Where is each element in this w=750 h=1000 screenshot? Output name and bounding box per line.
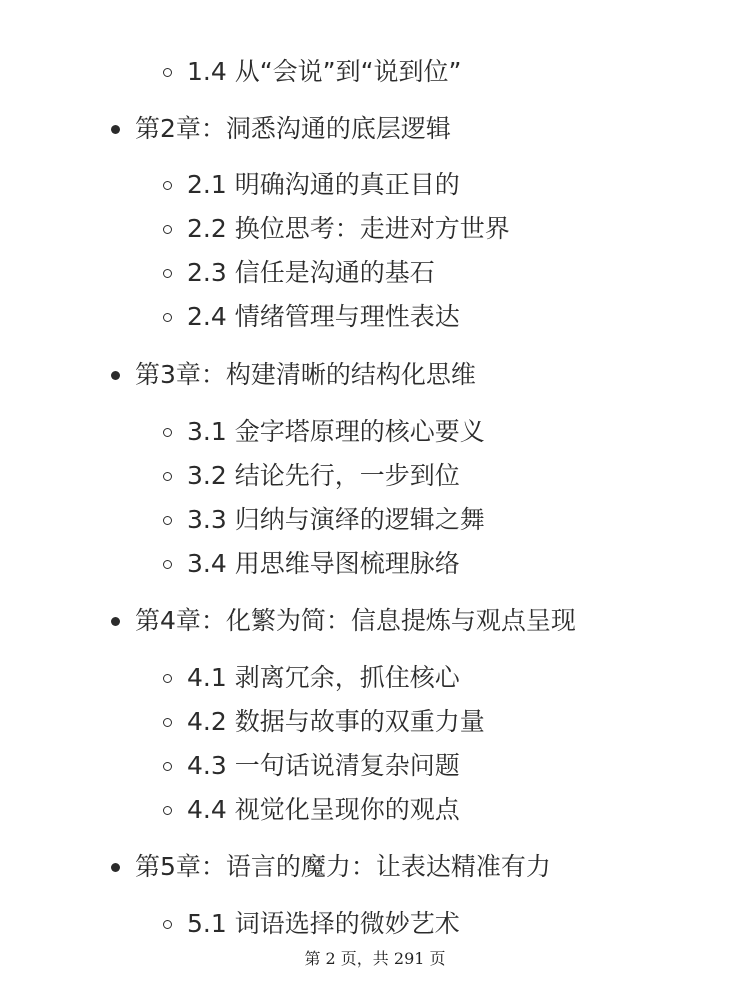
toc-line-text: 第4章：化繁为简：信息提炼与观点呈现 xyxy=(135,606,576,635)
toc-line-text: 4.2 数据与故事的双重力量 xyxy=(187,707,485,736)
toc-line-text: 5.1 词语选择的微妙艺术 xyxy=(187,909,460,938)
toc-line-text: 2.2 换位思考：走进对方世界 xyxy=(187,214,510,243)
page-number-footer: 第 2 页，共 291 页 xyxy=(304,949,446,968)
circle-bullet-icon xyxy=(163,516,172,525)
circle-bullet-icon xyxy=(163,674,172,683)
toc-line-text: 3.1 金字塔原理的核心要义 xyxy=(187,417,485,446)
circle-bullet-icon xyxy=(163,718,172,727)
circle-bullet-icon xyxy=(163,313,172,322)
circle-bullet-icon xyxy=(163,181,172,190)
toc-line-text: 1.4 从“会说”到“说到位” xyxy=(187,57,462,86)
circle-bullet-icon xyxy=(163,472,172,481)
toc-line-text: 3.4 用思维导图梳理脉络 xyxy=(187,549,460,578)
toc-line-text: 第3章：构建清晰的结构化思维 xyxy=(135,360,476,389)
disc-bullet-icon xyxy=(111,617,120,626)
disc-bullet-icon xyxy=(111,125,120,134)
toc-line-text: 2.4 情绪管理与理性表达 xyxy=(187,302,460,331)
toc-line-text: 2.1 明确沟通的真正目的 xyxy=(187,170,460,199)
circle-bullet-icon xyxy=(163,225,172,234)
toc-line-text: 4.4 视觉化呈现你的观点 xyxy=(187,795,460,824)
circle-bullet-icon xyxy=(163,269,172,278)
disc-bullet-icon xyxy=(111,371,120,380)
toc-line-text: 第2章：洞悉沟通的底层逻辑 xyxy=(135,114,451,143)
circle-bullet-icon xyxy=(163,762,172,771)
circle-bullet-icon xyxy=(163,920,172,929)
toc-line-text: 3.2 结论先行，一步到位 xyxy=(187,461,460,490)
toc-line-text: 3.3 归纳与演绎的逻辑之舞 xyxy=(187,505,485,534)
circle-bullet-icon xyxy=(163,560,172,569)
toc-line-text: 2.3 信任是沟通的基石 xyxy=(187,258,435,287)
toc-line-text: 4.1 剥离冗余，抓住核心 xyxy=(187,663,460,692)
disc-bullet-icon xyxy=(111,863,120,872)
circle-bullet-icon xyxy=(163,806,172,815)
toc-line-text: 4.3 一句话说清复杂问题 xyxy=(187,751,460,780)
toc-line-text: 第5章：语言的魔力：让表达精准有力 xyxy=(135,852,551,881)
circle-bullet-icon xyxy=(163,428,172,437)
circle-bullet-icon xyxy=(163,68,172,77)
